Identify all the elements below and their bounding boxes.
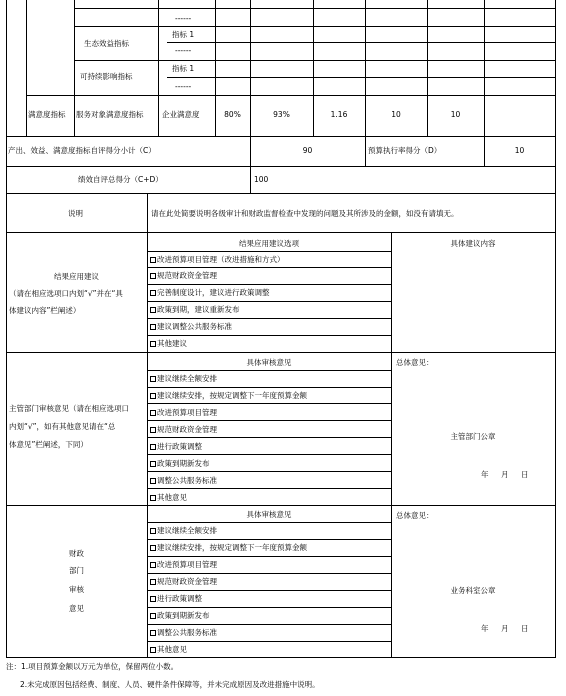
hline <box>147 590 391 591</box>
result-options-header: 结果应用建议选项 <box>239 239 299 248</box>
result-option[interactable]: 规范财政资金管理 <box>150 271 217 281</box>
satisfaction-indicator: 企业满意度 <box>162 110 200 119</box>
hline <box>147 522 391 523</box>
hline <box>6 505 556 506</box>
finance-option[interactable]: 建议继续安排，按规定调整下一年度预算金额 <box>150 543 307 553</box>
finance-option[interactable]: 调整公共服务标准 <box>150 628 217 638</box>
checkbox-icon[interactable] <box>150 290 156 296</box>
dept-option[interactable]: 改进预算项目管理 <box>150 408 217 418</box>
note-1: 注：1.项目预算金额以万元为单位，保留两位小数。 <box>6 662 179 671</box>
result-label-line-1: 结果应用建议 <box>54 272 99 281</box>
checkbox-icon[interactable] <box>150 545 156 551</box>
finance-date-day: 日 <box>521 624 529 633</box>
checkbox-icon[interactable] <box>150 579 156 585</box>
finance-label-line-4: 意见 <box>69 604 84 613</box>
dept-overall-label: 总体意见： <box>396 358 434 367</box>
eco-indicator-1: 指标 1 <box>172 30 195 39</box>
subtotal-value: 90 <box>302 146 313 155</box>
checkbox-icon[interactable] <box>150 596 156 602</box>
hline <box>147 437 391 438</box>
checkbox-icon[interactable] <box>150 478 156 484</box>
hline <box>147 454 391 455</box>
hline <box>167 77 556 78</box>
hline <box>6 166 556 167</box>
satisfaction-target: 80% <box>224 110 241 119</box>
checkbox-icon[interactable] <box>150 410 156 416</box>
vline <box>74 0 75 136</box>
dept-label-line-2: 内划“√”，如有其他意见请在“总 <box>9 422 116 431</box>
hline <box>147 471 391 472</box>
hline <box>26 95 556 96</box>
result-option[interactable]: 完善制度设计，建议进行政策调整 <box>150 288 270 298</box>
hline <box>147 488 391 489</box>
hline <box>147 335 391 336</box>
finance-label-line-3: 审核 <box>69 585 84 594</box>
budget-exec-label: 预算执行率得分（D） <box>368 146 442 155</box>
hline <box>147 573 391 574</box>
checkbox-icon[interactable] <box>150 257 156 263</box>
budget-exec-value: 10 <box>514 146 525 155</box>
checkbox-icon[interactable] <box>150 461 156 467</box>
hline <box>147 403 391 404</box>
explain-label: 说明 <box>68 209 83 218</box>
checkbox-icon[interactable] <box>150 562 156 568</box>
vline <box>26 0 27 136</box>
checkbox-icon[interactable] <box>150 393 156 399</box>
finance-label-line-1: 财政 <box>69 549 84 558</box>
finance-overall-label: 总体意见： <box>396 511 434 520</box>
hline <box>147 387 391 388</box>
dots-row-3: ------ <box>175 82 192 91</box>
dots-row-1: ------ <box>175 14 192 23</box>
vline <box>147 193 148 658</box>
checkbox-icon[interactable] <box>150 613 156 619</box>
hline <box>147 370 391 371</box>
sustain-indicator-1: 指标 1 <box>172 64 195 73</box>
finance-review-header: 具体审核意见 <box>246 510 292 519</box>
result-label-line-2: （请在相应选项口内划“√”并在“具 <box>9 289 123 298</box>
hline <box>147 556 391 557</box>
checkbox-icon[interactable] <box>150 528 156 534</box>
checkbox-icon[interactable] <box>150 427 156 433</box>
checkbox-icon[interactable] <box>150 495 156 501</box>
subtotal-label: 产出、效益、满意度指标自评得分小计（C） <box>8 146 156 155</box>
sustain-impact-label: 可持续影响指标 <box>80 72 133 81</box>
checkbox-icon[interactable] <box>150 273 156 279</box>
hline <box>6 232 556 233</box>
dept-date-month: 月 <box>501 470 509 479</box>
dept-review-header: 具体审核意见 <box>246 358 292 367</box>
finance-option[interactable]: 进行政策调整 <box>150 594 202 604</box>
result-option[interactable]: 其他建议 <box>150 339 187 349</box>
hline <box>6 657 556 658</box>
vline <box>484 0 485 166</box>
dept-label-line-1: 主管部门审核意见（请在相应选项口 <box>9 404 129 413</box>
dept-date-day: 日 <box>521 470 529 479</box>
dept-option[interactable]: 建议继续安排，按规定调整下一年度预算金额 <box>150 391 307 401</box>
result-option[interactable]: 政策到期，建议重新发布 <box>150 305 240 315</box>
satisfaction-weight: 10 <box>391 110 401 119</box>
result-option[interactable]: 改进预算项目管理（改进措施和方式） <box>150 255 285 265</box>
explain-text: 请在此处简要说明各级审计和财政监督检查中发现的问题及其所涉及的金额，如没有请填无。 <box>151 209 459 218</box>
vline <box>365 0 366 166</box>
dept-option[interactable]: 政策到期新发布 <box>150 459 210 469</box>
checkbox-icon[interactable] <box>150 647 156 653</box>
dept-option[interactable]: 规范财政资金管理 <box>150 425 217 435</box>
total-value: 100 <box>254 175 269 184</box>
hline <box>147 624 391 625</box>
finance-seal: 业务科室公章 <box>450 586 496 595</box>
dept-option[interactable]: 其他意见 <box>150 493 187 503</box>
result-option[interactable]: 建议调整公共服务标准 <box>150 322 232 332</box>
hline <box>6 193 556 194</box>
finance-option[interactable]: 建议继续全额安排 <box>150 526 217 536</box>
hline <box>167 42 556 43</box>
vline <box>250 0 251 193</box>
hline <box>6 352 556 353</box>
finance-option[interactable]: 规范财政资金管理 <box>150 577 217 587</box>
result-label-line-3: 体建议内容”栏阐述） <box>9 306 81 315</box>
dept-date-year: 年 <box>481 470 489 479</box>
finance-option[interactable]: 改进预算项目管理 <box>150 560 217 570</box>
checkbox-icon[interactable] <box>150 630 156 636</box>
checkbox-icon[interactable] <box>150 376 156 382</box>
dots-row-2: ------ <box>175 46 192 55</box>
finance-date-year: 年 <box>481 624 489 633</box>
hline <box>147 607 391 608</box>
checkbox-icon[interactable] <box>150 307 156 313</box>
checkbox-icon[interactable] <box>150 324 156 330</box>
hline <box>147 284 391 285</box>
satisfaction-score: 10 <box>450 110 461 119</box>
dept-option[interactable]: 建议继续全额安排 <box>150 374 217 384</box>
dept-label-line-3: 体意见”栏阐述，下同） <box>9 440 88 449</box>
hline <box>147 251 391 252</box>
finance-label-line-2: 部门 <box>69 566 84 575</box>
hline <box>6 136 556 137</box>
vline <box>555 0 556 658</box>
vline <box>158 0 159 136</box>
finance-option[interactable]: 其他意见 <box>150 645 187 655</box>
result-detail-header: 具体建议内容 <box>450 239 496 248</box>
hline <box>147 267 391 268</box>
finance-date-month: 月 <box>501 624 509 633</box>
dept-option[interactable]: 进行政策调整 <box>150 442 202 452</box>
vline <box>6 0 7 658</box>
hline <box>147 301 391 302</box>
satisfaction-actual: 93% <box>273 110 290 119</box>
satisfaction-rate: 1.16 <box>330 110 348 119</box>
finance-option[interactable]: 政策到期新发布 <box>150 611 210 621</box>
hline <box>147 318 391 319</box>
hline <box>147 420 391 421</box>
satisfaction-category: 满意度指标 <box>28 110 66 119</box>
dept-option[interactable]: 调整公共服务标准 <box>150 476 217 486</box>
total-label: 绩效自评总得分（C+D） <box>78 175 163 184</box>
hline <box>147 641 391 642</box>
dept-seal: 主管部门公章 <box>450 432 496 441</box>
satisfaction-subcategory: 服务对象满意度指标 <box>76 110 144 119</box>
hline <box>147 539 391 540</box>
checkbox-icon[interactable] <box>150 341 156 347</box>
checkbox-icon[interactable] <box>150 444 156 450</box>
note-2: 2.未完成原因包括经费、制度、人员、硬件条件保障等，并未完成原因及改进措施中说明。 <box>20 680 320 689</box>
eco-benefit-label: 生态效益指标 <box>84 39 129 48</box>
